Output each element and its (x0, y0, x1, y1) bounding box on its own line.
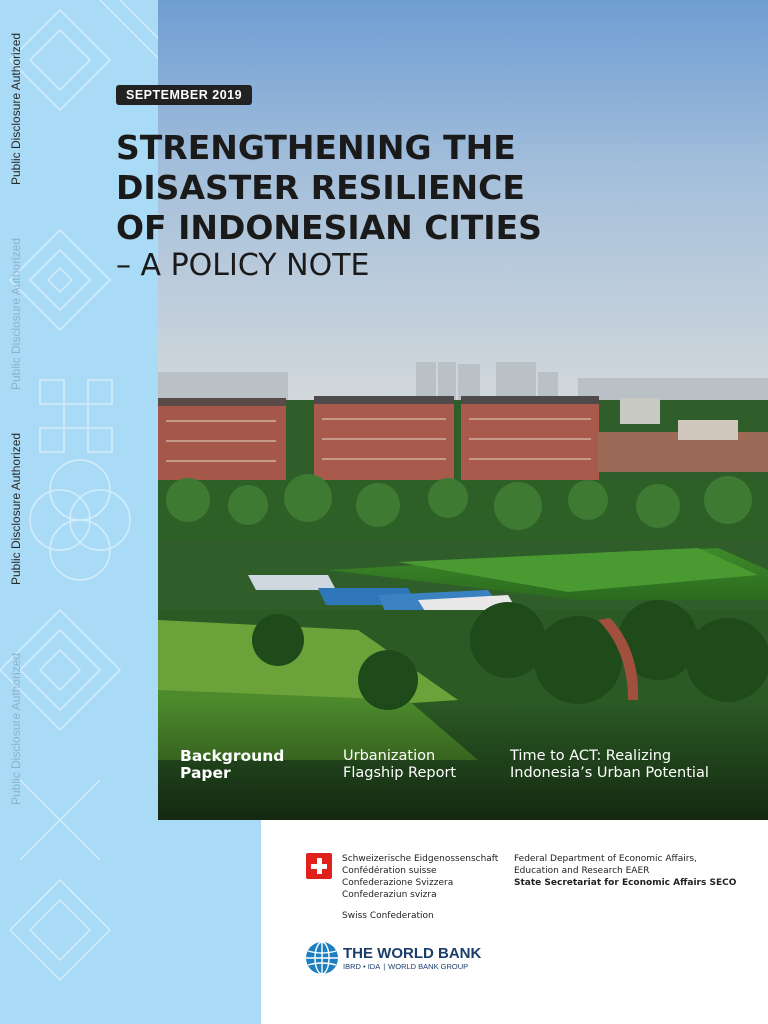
swiss-name-line: Confederaziun svizra (342, 890, 437, 900)
report-subtitle: – A POLICY NOTE (116, 248, 370, 283)
flagship-title-label (510, 748, 709, 782)
report-title-line: OF INDONESIAN CITIES (116, 208, 542, 247)
report-series-line: Flagship Report (343, 765, 457, 781)
swiss-name-line: Confederazione Svizzera (342, 878, 454, 888)
federal-department-block (514, 853, 736, 889)
date-badge: SEPTEMBER 2019 (116, 85, 252, 105)
report-title-line: STRENGTHENING THE (116, 128, 516, 167)
report-title-line: DISASTER RESILIENCE (116, 168, 525, 207)
paper-type-line: Paper (180, 764, 231, 782)
disclosure-watermark: Public Disclosure Authorized (9, 237, 23, 390)
report-title (116, 128, 542, 248)
paper-type-label (180, 748, 284, 782)
world-bank-name: THE WORLD BANK (343, 945, 482, 962)
city-landscape-image (158, 0, 768, 820)
cover-photo (158, 0, 768, 820)
swiss-confederation-names (342, 853, 498, 901)
swiss-name-line: Confédération suisse (342, 866, 437, 876)
report-series-label (343, 748, 456, 782)
disclosure-watermark: Public Disclosure Authorized (9, 32, 23, 185)
disclosure-watermark: Public Disclosure Authorized (9, 652, 23, 805)
world-bank-sub-ibrd: IBRD • IDA (343, 962, 381, 971)
swiss-name-line: Schweizerische Eidgenossenschaft (342, 854, 499, 864)
paper-type-line: Background (180, 747, 285, 765)
report-series-line: Urbanization (343, 748, 436, 764)
seco-line: State Secretariat for Economic Affairs SECO (514, 878, 737, 888)
disclosure-watermark: Public Disclosure Authorized (9, 432, 23, 585)
federal-line: Federal Department of Economic Affairs, (514, 854, 697, 864)
swiss-flag-icon (306, 853, 332, 879)
decorative-sidebar-extension (158, 820, 261, 1024)
flagship-title-line: Time to ACT: Realizing (510, 748, 672, 764)
world-bank-globe-icon (304, 940, 340, 976)
world-bank-sub-group: WORLD BANK GROUP (388, 962, 469, 971)
world-bank-subtitle: IBRD • IDA | WORLD BANK GROUP (343, 962, 469, 971)
flagship-title-line: Indonesia’s Urban Potential (510, 765, 709, 781)
swiss-confederation-label: Swiss Confederation (342, 911, 434, 921)
federal-line: Education and Research EAER (514, 866, 650, 876)
